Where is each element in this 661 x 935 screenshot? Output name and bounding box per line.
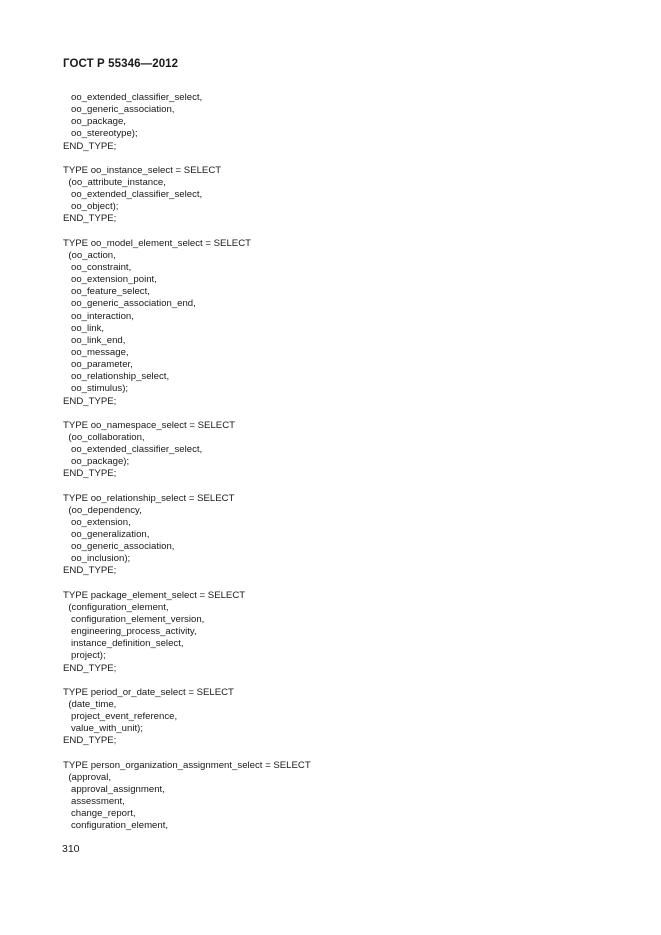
code-line: configuration_element_version, — [63, 614, 205, 626]
code-line: change_report, — [63, 808, 136, 820]
code-line: project_event_reference, — [63, 711, 178, 723]
code-line: (oo_collaboration, — [63, 431, 145, 443]
code-line: oo_generic_association_end, — [63, 298, 196, 310]
code-line: (oo_dependency, — [63, 504, 142, 516]
code-line: value_with_unit); — [63, 723, 143, 735]
code-line: oo_object); — [63, 201, 119, 213]
code-line: TYPE oo_model_element_select = SELECT — [63, 237, 251, 249]
code-line: END_TYPE; — [63, 735, 117, 747]
code-line — [63, 481, 623, 493]
code-line: oo_stimulus); — [63, 383, 129, 395]
code-line: (configuration_element, — [63, 601, 169, 613]
code-line: oo_generic_association, — [63, 541, 175, 553]
code-line: oo_package); — [63, 456, 130, 468]
code-line: oo_interaction, — [63, 310, 134, 322]
code-listing — [63, 92, 623, 833]
code-line: (oo_attribute_instance, — [63, 176, 166, 188]
code-line: (date_time, — [63, 699, 117, 711]
code-line: oo_extension_point, — [63, 274, 157, 286]
code-line: oo_message, — [63, 346, 129, 358]
page-number: 310 — [62, 843, 80, 855]
code-line: oo_feature_select, — [63, 286, 150, 298]
code-line: END_TYPE; — [63, 395, 117, 407]
code-line: oo_generalization, — [63, 529, 150, 541]
code-line: TYPE person_organization_assignment_select = SELECT — [63, 759, 311, 771]
code-line: oo_stereotype); — [63, 128, 138, 140]
code-line: TYPE oo_instance_select = SELECT — [63, 164, 222, 176]
code-line — [63, 578, 623, 590]
code-line: END_TYPE; — [63, 662, 117, 674]
code-line — [63, 675, 623, 687]
code-line: oo_extension, — [63, 516, 131, 528]
code-line: oo_extended_classifier_select, — [63, 189, 203, 201]
code-line: TYPE period_or_date_select = SELECT — [63, 686, 234, 698]
code-line: END_TYPE; — [63, 565, 117, 577]
code-line: configuration_element, — [63, 820, 169, 832]
code-line: END_TYPE; — [63, 468, 117, 480]
code-line: TYPE oo_relationship_select = SELECT — [63, 492, 235, 504]
code-line: oo_link_end, — [63, 334, 126, 346]
standard-header: ГОСТ Р 55346—2012 — [63, 58, 179, 70]
code-line: TYPE package_element_select = SELECT — [63, 589, 246, 601]
code-line — [63, 226, 623, 238]
code-line — [63, 408, 623, 420]
code-line: END_TYPE; — [63, 140, 117, 152]
code-line: oo_inclusion); — [63, 553, 131, 565]
code-line: oo_relationship_select, — [63, 371, 170, 383]
code-line: oo_generic_association, — [63, 104, 175, 116]
code-line: approval_assignment, — [63, 784, 165, 796]
code-line — [63, 748, 623, 760]
code-line: oo_package, — [63, 116, 126, 128]
code-line: oo_link, — [63, 322, 105, 334]
code-line: (approval, — [63, 771, 111, 783]
code-line: oo_constraint, — [63, 261, 132, 273]
code-line: oo_extended_classifier_select, — [63, 444, 203, 456]
code-line — [63, 153, 623, 165]
code-line: END_TYPE; — [63, 213, 117, 225]
code-line: oo_extended_classifier_select, — [63, 92, 203, 103]
code-line: engineering_process_activity, — [63, 626, 197, 638]
code-line: assessment, — [63, 796, 125, 808]
code-line: (oo_action, — [63, 249, 116, 261]
code-line: project); — [63, 650, 106, 662]
code-line: instance_definition_select, — [63, 638, 184, 650]
code-line: TYPE oo_namespace_select = SELECT — [63, 419, 235, 431]
code-line: oo_parameter, — [63, 359, 133, 371]
